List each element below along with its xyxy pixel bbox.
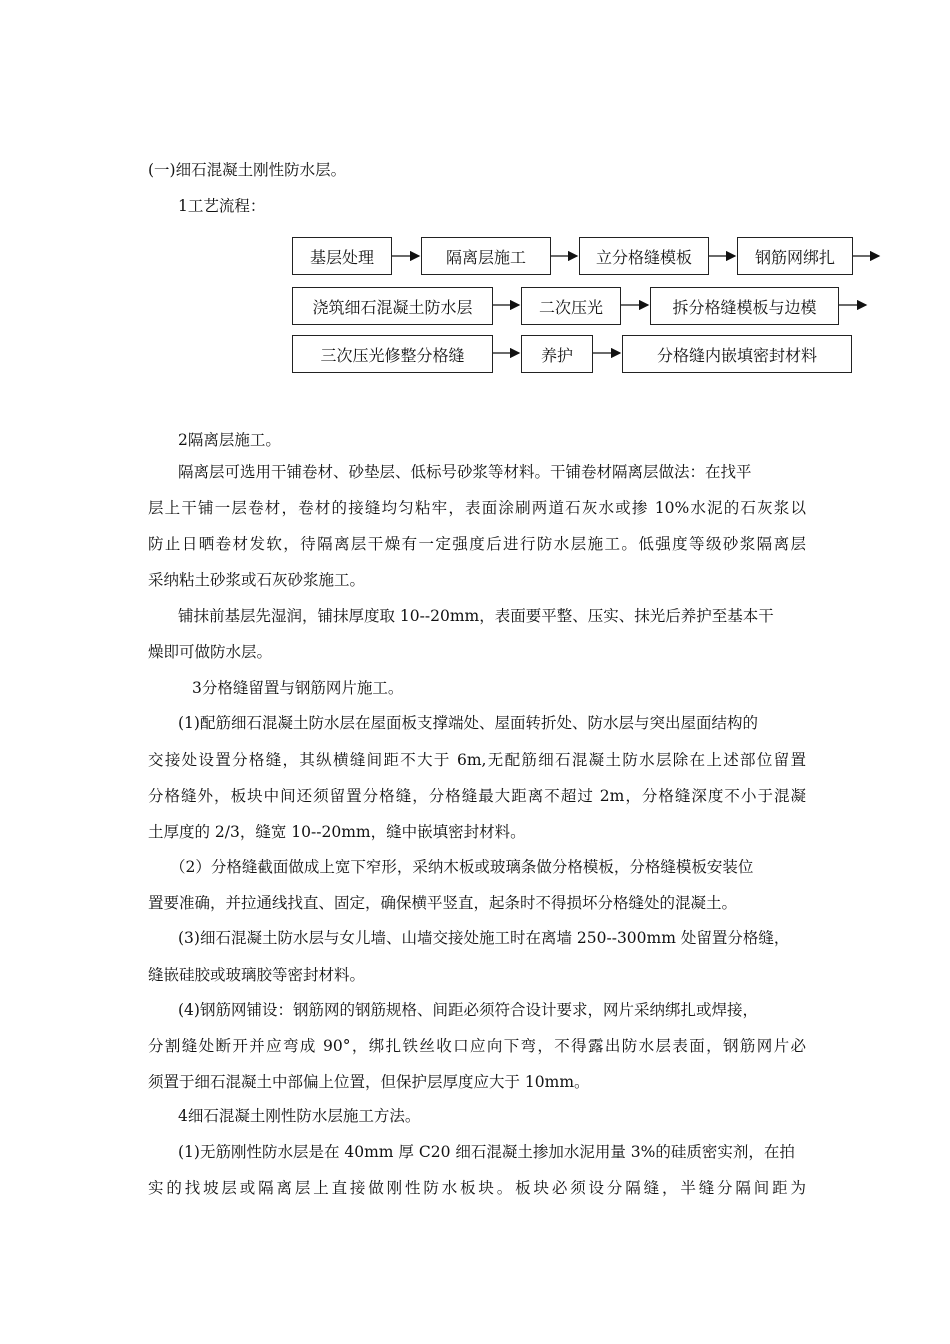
section-heading: (一)细石混凝土刚性防水层。 bbox=[148, 161, 347, 179]
flow-step-curing: 养护 bbox=[521, 335, 593, 373]
flow-step-remove-formwork: 拆分格缝模板与边模 bbox=[650, 287, 839, 325]
flow-step-seal-joints: 分格缝内嵌填密封材料 bbox=[622, 335, 852, 373]
section-4-title: 4细石混凝土刚性防水层施工方法。 bbox=[178, 1107, 421, 1125]
flow-step-pour-concrete: 浇筑细石混凝土防水层 bbox=[292, 287, 493, 325]
section-3-title: 3分格缝留置与钢筋网片施工。 bbox=[192, 679, 404, 697]
process-flow-title: 1工艺流程： bbox=[178, 197, 266, 215]
flow-step-third-press: 三次压光修整分格缝 bbox=[292, 335, 493, 373]
flow-step-second-press: 二次压光 bbox=[521, 287, 621, 325]
section-2-title: 2隔离层施工。 bbox=[178, 431, 281, 449]
flow-step-rebar-mesh: 钢筋网绑扎 bbox=[737, 237, 853, 275]
flow-step-isolation-layer: 隔离层施工 bbox=[421, 237, 551, 275]
flow-step-joint-formwork: 立分格缝模板 bbox=[579, 237, 709, 275]
flow-step-base-treatment: 基层处理 bbox=[292, 237, 392, 275]
